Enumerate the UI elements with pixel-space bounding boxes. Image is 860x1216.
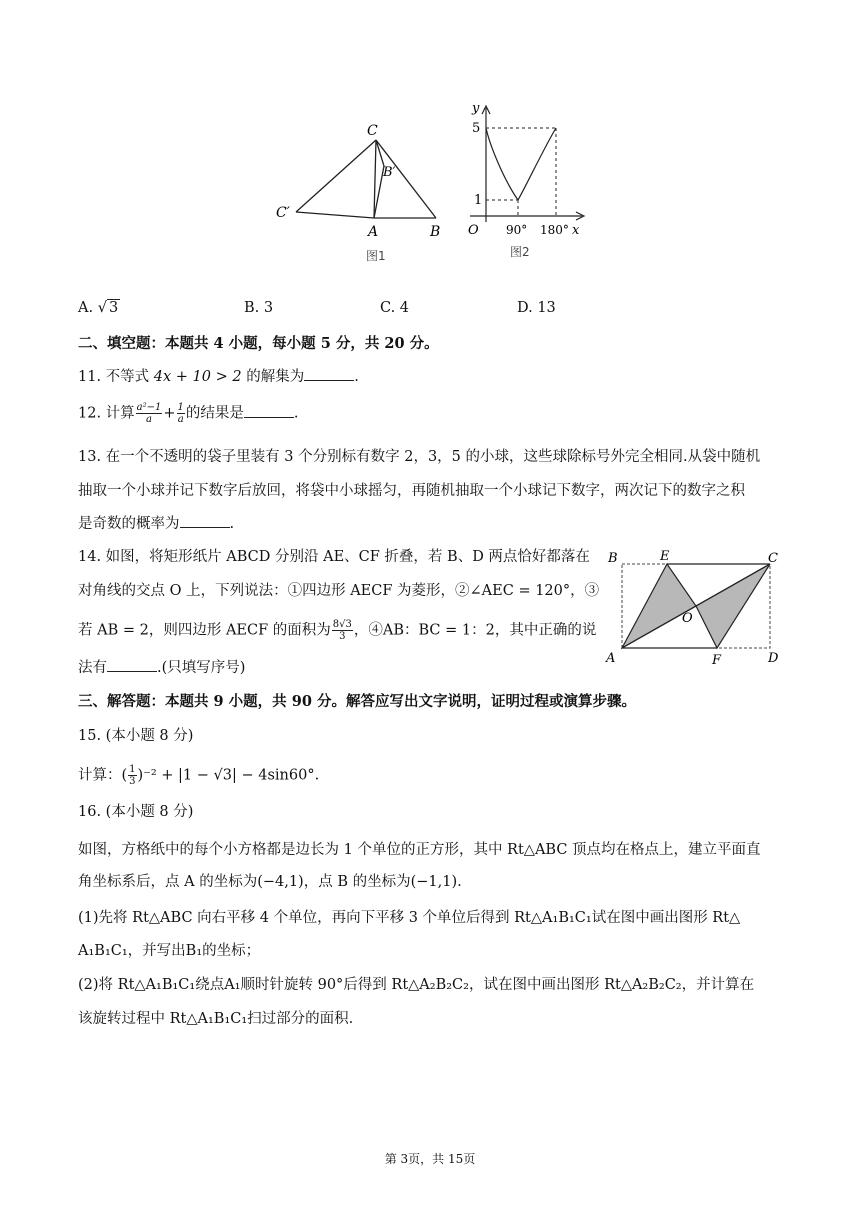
fig14-label-O: O (682, 611, 693, 626)
fig2-label-y: y (472, 101, 480, 116)
question-14-line-4: 法有 .(只填写序号) (78, 657, 245, 678)
fig14-label-B: B (608, 551, 618, 566)
question-16-line-4: A₁B₁C₁，并写出B₁的坐标； (78, 943, 261, 959)
question-14-line-1: 14. 如图，将矩形纸片 ABCD 分别沿 AE、CF 折叠，若 B、D 两点恰好都落在 (78, 549, 590, 565)
section-2-heading: 二、填空题：本题共 4 小题，每小题 5 分，共 20 分。 (78, 335, 439, 352)
answer-blank (244, 403, 294, 418)
fig1-caption: 图1 (366, 249, 386, 263)
fig1-label-A: A (368, 224, 379, 240)
fig2-label-1: 1 (474, 193, 483, 208)
fig14-label-A: A (606, 651, 616, 666)
fraction: $\frac{1}{a}$ (177, 402, 184, 425)
fig2-caption: 图2 (510, 245, 530, 259)
fig1-label-Bprime: B′ (383, 165, 396, 180)
option-d: D. 13 (517, 300, 556, 316)
section-3-heading: 三、解答题：本题共 9 小题，共 90 分。解答应写出文字说明，证明过程或演算步骤。 (78, 693, 636, 710)
answer-blank (107, 657, 157, 672)
question-16-header: 16. (本小题 8 分) (78, 804, 194, 820)
question-11: 11. 不等式 4x + 10 > 2 的解集为 . (78, 366, 359, 387)
fig1-label-C: C (367, 123, 378, 139)
question-16-line-6: 该旋转过程中 Rt△A₁B₁C₁扫过部分的面积. (78, 1011, 354, 1027)
answer-blank (304, 366, 354, 381)
fig1-label-Cprime: C′ (276, 205, 290, 221)
fraction: $\frac{8√3}{3}$ (332, 619, 352, 642)
fig14-label-E: E (660, 549, 670, 564)
answer-blank (180, 513, 230, 528)
figure-2 (464, 98, 600, 268)
fig2-label-x: x (572, 223, 580, 238)
question-16-line-2: 角坐标系后，点 A 的坐标为(−4,1)，点 B 的坐标为(−1,1). (78, 874, 462, 890)
figure-1 (268, 118, 446, 266)
question-16-line-1: 如图，方格纸中的每个小方格都是边长为 1 个单位的正方形，其中 Rt△ABC 顶点均在格点上，建立平面直 (78, 842, 761, 858)
question-13-line-2: 抽取一个小球并记下数字后放回，将袋中小球摇匀，再随机抽取一个小球记下数字，两次记下的数字之积 (78, 483, 745, 499)
fig14-label-C: C (768, 551, 778, 566)
question-14-figure (604, 546, 784, 668)
fraction: $\frac{1}{3}$ (129, 764, 136, 787)
question-13-line-1: 13. 在一个不透明的袋子里装有 3 个分别标有数字 2，3，5 的小球，这些球除标号外完全相同.从袋中随机 (78, 449, 761, 465)
fig1-label-B: B (430, 224, 441, 240)
question-15-header: 15. (本小题 8 分) (78, 728, 194, 744)
question-16-line-3: (1)先将 Rt△ABC 向右平移 4 个单位，再向下平移 3 个单位后得到 Rt△A₁B₁C₁试在图中画出图形 Rt△ (78, 910, 741, 926)
fig2-label-180: 180° (540, 223, 569, 237)
fraction: $\frac{\text{a²−1}}{a}$ (136, 402, 162, 425)
fig14-label-F: F (712, 653, 722, 668)
question-13-line-3: 是奇数的概率为 . (78, 513, 234, 534)
question-16-line-5: (2)将 Rt△A₁B₁C₁绕点A₁顺时针旋转 90°后得到 Rt△A₂B₂C₂，试在图中画出图形 Rt△A₂B₂C₂，并计算在 (78, 977, 755, 993)
fig14-label-D: D (768, 651, 779, 666)
question-14-line-3: 若 AB = 2，则四边形 AECF 的面积为 $\frac{8√3}{3}$ ，④AB：BC = 1：2，其中正确的说 (78, 619, 597, 642)
option-b: B. 3 (244, 300, 274, 316)
question-14-line-2: 对角线的交点 O 上，下列说法：①四边形 AECF 为菱形，②∠AEC = 120°，③ (78, 583, 600, 599)
fig2-label-90: 90° (506, 223, 528, 237)
question-15-expression: 计算：( $\frac{1}{3}$ )⁻² + |1 − √3| − 4sin60°. (78, 764, 320, 787)
page-footer: 第 3页，共 15页 (384, 1152, 476, 1166)
fig2-label-O: O (468, 223, 479, 238)
question-12: 12. 计算 $\frac{\text{a²−1}}{a}$ + $\frac{1}{a}$ 的结果是 . (78, 402, 299, 425)
option-c: C. 4 (380, 300, 410, 316)
fig2-label-5: 5 (472, 121, 481, 136)
option-a: A. √ 3 (78, 300, 119, 316)
